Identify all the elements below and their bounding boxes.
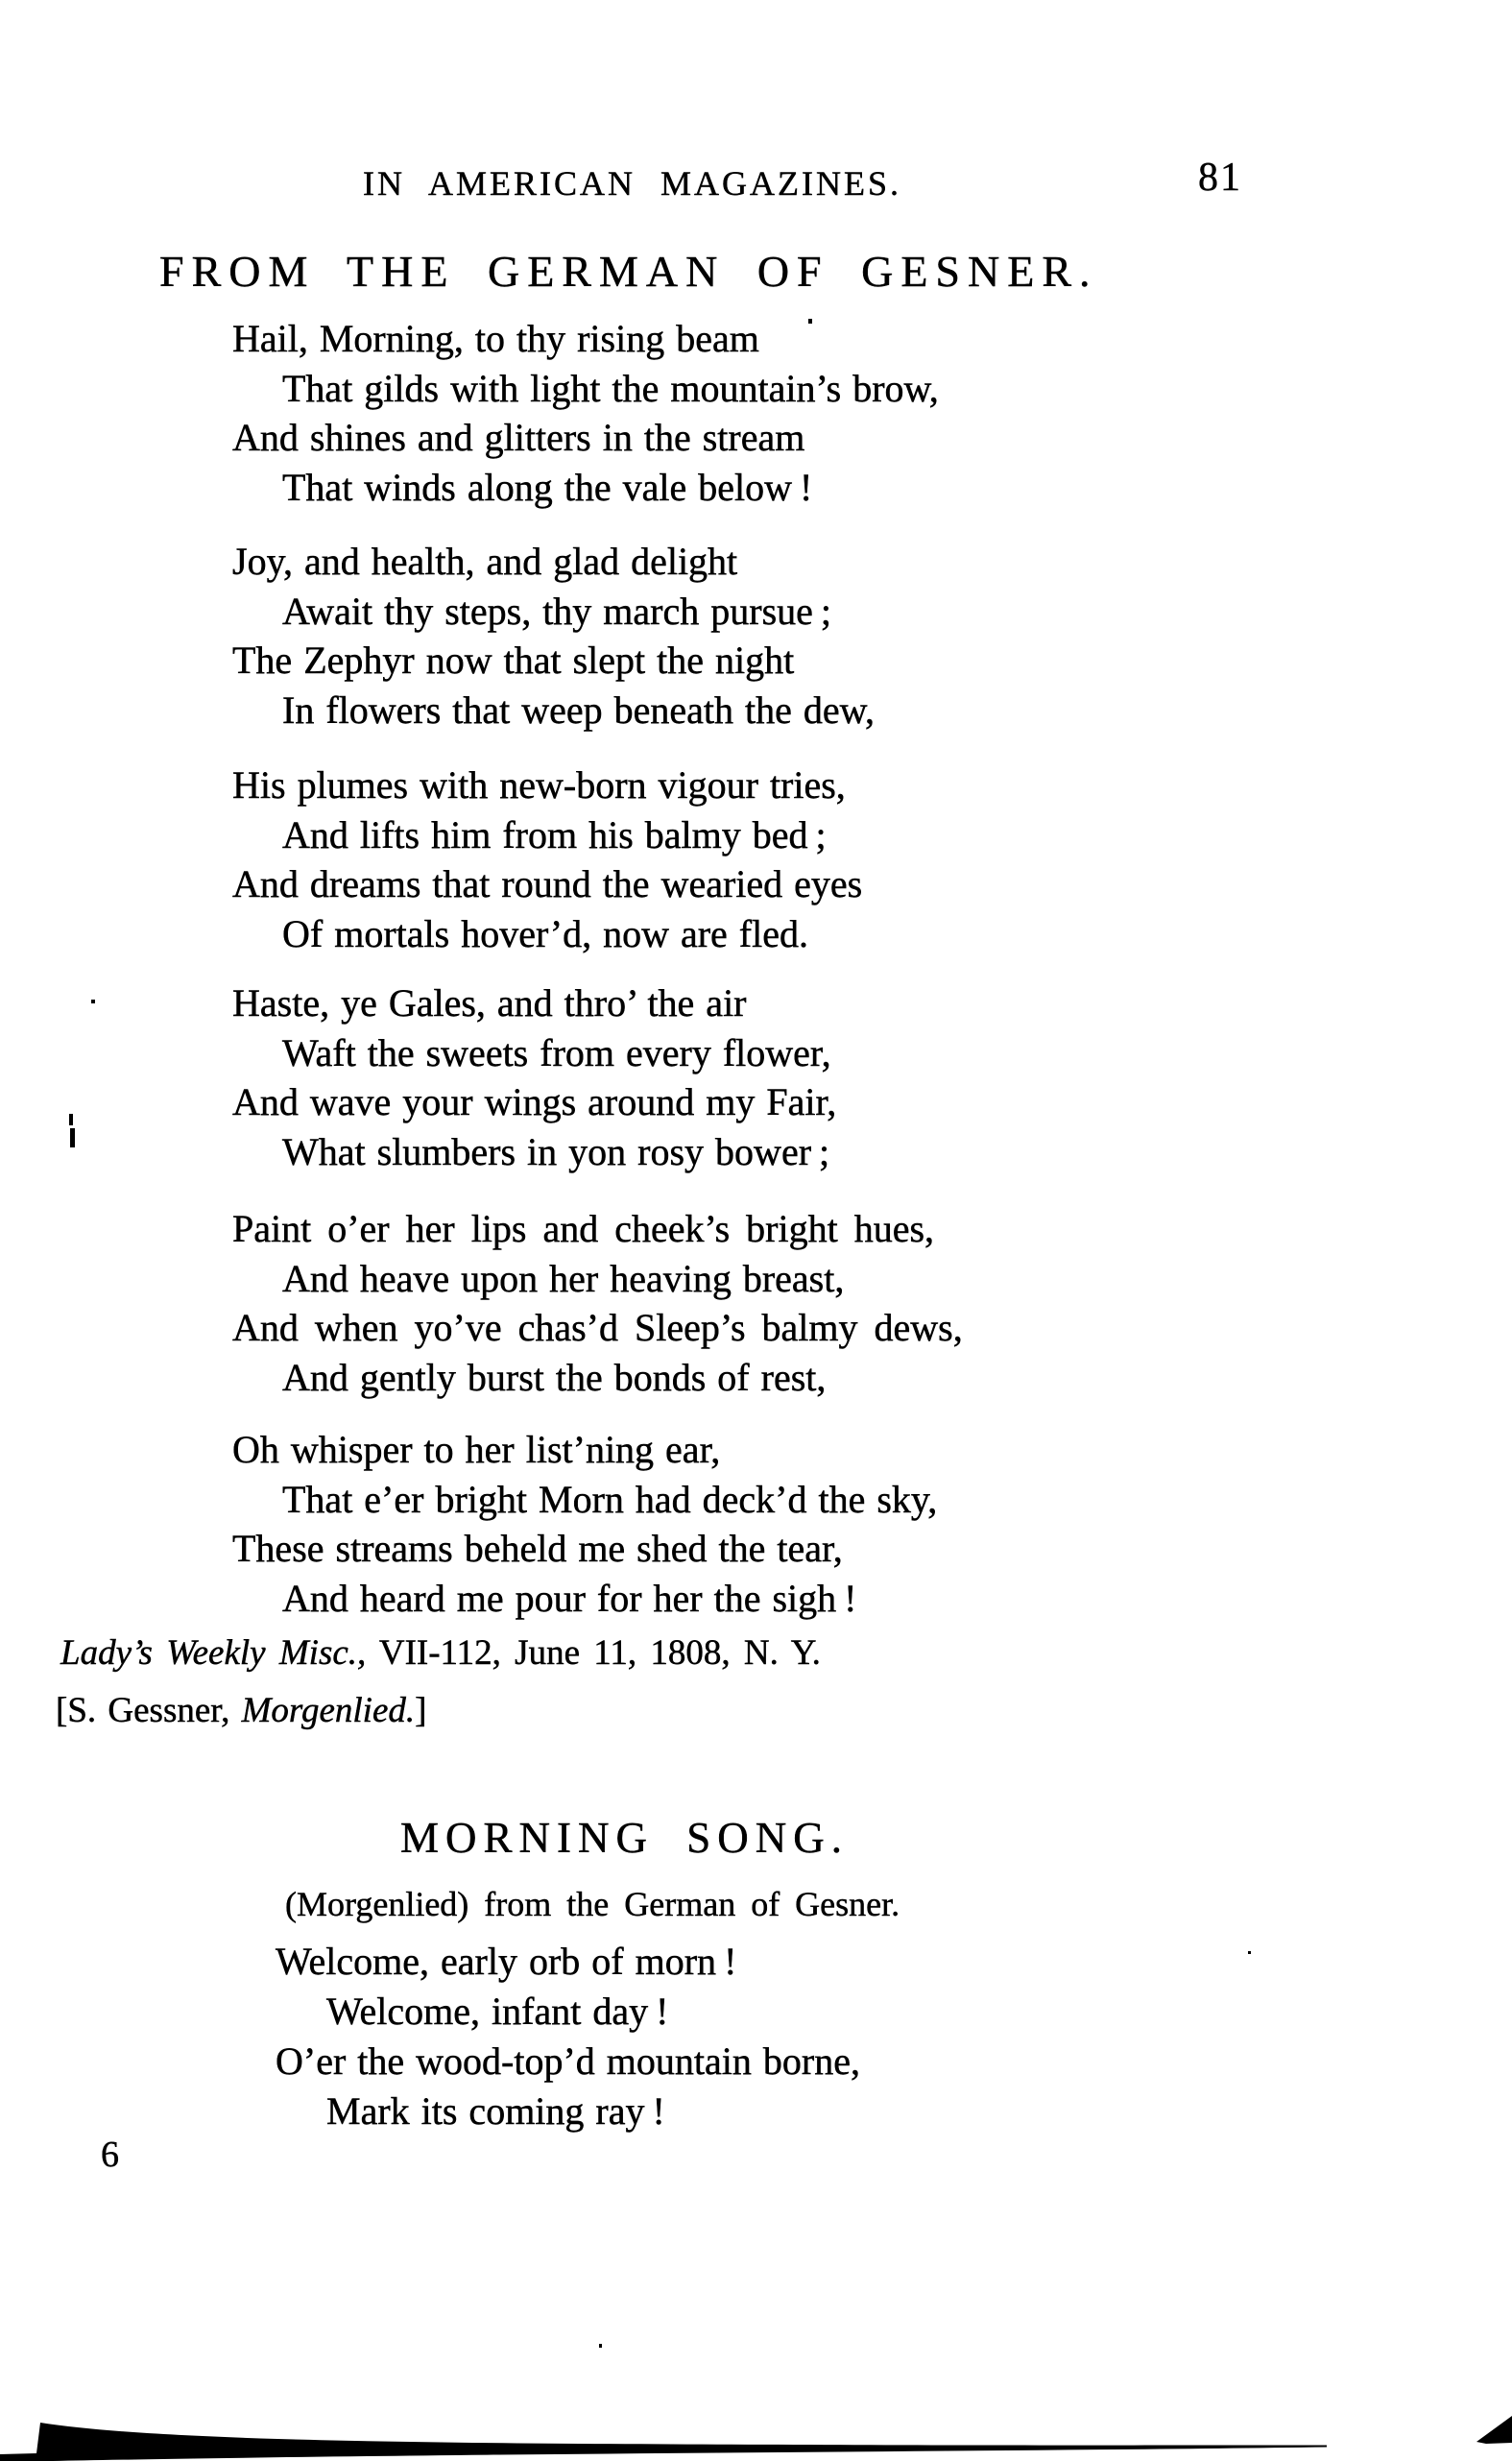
scan-speck <box>91 1000 95 1003</box>
ink-blot-artifact <box>69 1114 73 1125</box>
poem-line: Hail, Morning, to thy rising beam <box>232 317 759 360</box>
poem-line: Waft the sweets from every flower, <box>282 1030 831 1074</box>
poem-line: Joy, and health, and glad delight <box>232 540 738 583</box>
scan-edge-artifact <box>0 2403 1512 2461</box>
poem-title-morning-song: MORNING SONG. <box>400 1814 850 1862</box>
poem-line: His plumes with new-born vigour tries, <box>232 763 846 807</box>
attribution-note <box>56 1690 426 1731</box>
poem-title-gesner: FROM THE GERMAN OF GESNER. <box>159 247 1098 296</box>
poem-line: And heave upon her heaving breast, <box>282 1256 845 1300</box>
citation-source-italic: Lady’s Weekly Misc., <box>60 1633 367 1673</box>
gesner-stanza-3 <box>232 760 862 958</box>
poem-line: And lifts him from his balmy bed ; <box>282 812 827 857</box>
poem-line: And when yo’ve chas’d Sleep’s balmy dews, <box>232 1306 963 1349</box>
poem-line: Haste, ye Gales, and thro’ the air <box>232 981 747 1025</box>
page-number: 81 <box>1198 156 1242 200</box>
ink-blot-artifact <box>70 1128 75 1147</box>
poem-line: Welcome, early orb of morn ! <box>276 1940 737 1983</box>
attribution-author: [S. Gessner, <box>56 1691 242 1730</box>
poem-line: Welcome, infant day ! <box>326 1990 669 2033</box>
gesner-stanza-2 <box>232 537 875 735</box>
morning-song-subtitle: (Morgenlied) from the German of Gesner. <box>285 1885 900 1923</box>
source-citation <box>60 1632 821 1674</box>
attribution-bracket-close: ] <box>415 1691 427 1730</box>
poem-line: Mark its coming ray ! <box>326 2089 665 2133</box>
poem-line: Paint o’er her lips and cheek’s bright hues, <box>232 1207 935 1250</box>
poem-line: And gently burst the bonds of rest, <box>282 1355 827 1399</box>
poem-line: That e’er bright Morn had deck’d the sky, <box>282 1477 938 1521</box>
poem-line: And dreams that round the wearied eyes <box>232 862 863 905</box>
citation-issue-info: VII-112, June 11, 1808, N. Y. <box>366 1633 821 1673</box>
poem-line: The Zephyr now that slept the night <box>232 639 795 682</box>
poem-line: And heard me pour for her the sigh ! <box>282 1576 857 1620</box>
gesner-stanza-4 <box>232 978 836 1176</box>
poem-line: O’er the wood-top’d mountain borne, <box>276 2039 860 2083</box>
scan-speck <box>808 319 812 324</box>
poem-line: Oh whisper to her list’ning ear, <box>232 1428 721 1471</box>
poem-line: What slumbers in yon rosy bower ; <box>282 1129 830 1173</box>
attribution-work-italic: Morgenlied. <box>241 1691 416 1730</box>
gesner-stanza-5 <box>232 1204 963 1402</box>
poem-line: That winds along the vale below ! <box>282 465 813 509</box>
running-head: IN AMERICAN MAGAZINES. <box>363 164 901 203</box>
poem-line: Of mortals hover’d, now are fled. <box>282 911 808 955</box>
scan-speck <box>599 2344 602 2348</box>
gesner-stanza-6 <box>232 1425 937 1623</box>
signature-mark: 6 <box>101 2135 119 2175</box>
scan-speck <box>1248 1951 1251 1954</box>
poem-line: And shines and glitters in the stream <box>232 416 805 459</box>
poem-line: These streams beheld me shed the tear, <box>232 1527 843 1570</box>
poem-line: And wave your wings around my Fair, <box>232 1080 837 1123</box>
poem-line: In flowers that weep beneath the dew, <box>282 688 875 732</box>
morning-song-stanza-1 <box>276 1937 860 2136</box>
poem-line: Await thy steps, thy march pursue ; <box>282 589 832 633</box>
poem-line: That gilds with light the mountain’s brow, <box>282 366 939 410</box>
gesner-stanza-1 <box>232 314 939 512</box>
